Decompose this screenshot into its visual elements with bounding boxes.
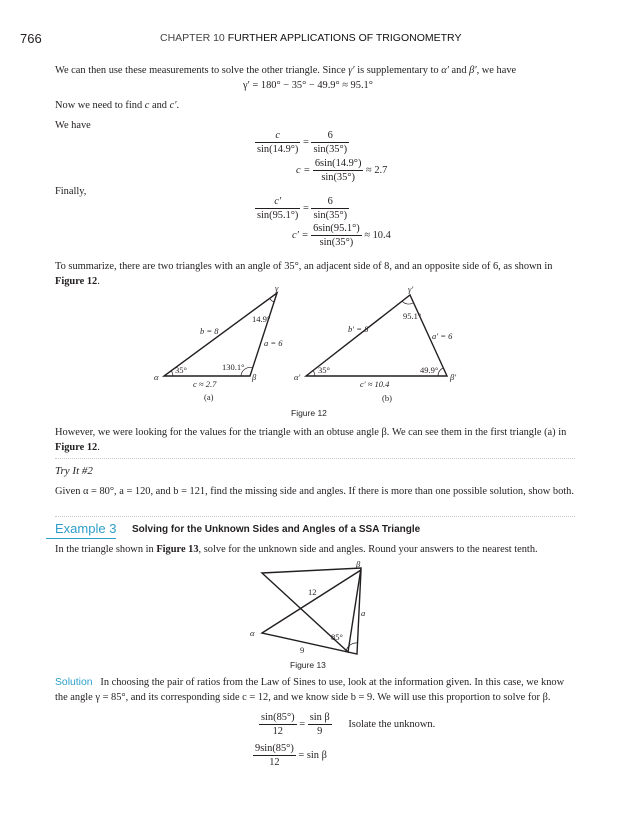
vertex-beta-prime: β′ xyxy=(450,372,457,382)
text: However, we were looking for the values for the triangle with an obtuse angle β. We can see them in the first triangle xyxy=(55,427,542,438)
chapter-label: CHAPTER 10 xyxy=(160,32,225,44)
fraction xyxy=(311,195,349,222)
triangle-a xyxy=(154,283,283,402)
figure-ref: Figure 13 xyxy=(156,544,199,555)
figure-ref: Figure 12 xyxy=(55,276,98,287)
vertex-alpha-prime: α′ xyxy=(294,372,301,382)
however-paragraph xyxy=(55,425,575,455)
rhs: = sin β xyxy=(298,749,327,761)
fraction xyxy=(259,711,297,738)
divider xyxy=(55,458,575,459)
angle-beta-prime-label: 49.9° xyxy=(420,365,439,375)
numerator: sin(85°) xyxy=(261,712,295,723)
text: Now we need to find xyxy=(55,100,143,111)
approx-value: ≈ 2.7 xyxy=(366,164,388,176)
equation-c-ratio xyxy=(255,129,349,156)
beta-prime: β′ xyxy=(469,65,477,76)
vertex-alpha: α xyxy=(154,372,159,382)
text: Given α = 80°, a = 120, and b = 121, find the missing side and angles. If there is more than one possible solution, xyxy=(55,486,526,497)
denominator: sin(35°) xyxy=(313,210,348,221)
equation-c-prime-ratio xyxy=(255,195,349,222)
text: . xyxy=(97,442,100,453)
fraction xyxy=(255,195,300,222)
denominator: 9 xyxy=(317,726,323,737)
denominator: sin(35°) xyxy=(313,144,348,155)
approx-value: ≈ 10.4 xyxy=(364,229,391,241)
figure-ref: Figure 12 xyxy=(55,442,98,453)
text: In choosing the pair of ratios from the Law of Sines to use, look at the information given. In this case, we xyxy=(100,677,539,688)
example-title: Solving for the Unknown Sides and Angles of a SSA Triangle xyxy=(132,524,421,535)
angle-beta-label: 130.1° xyxy=(222,362,245,372)
divider xyxy=(55,516,575,517)
label-a: (a) xyxy=(204,392,214,402)
side-b-prime-label: b′ = 8 xyxy=(348,324,369,334)
solution-label: Solution xyxy=(55,677,93,688)
angle-alpha-label: 35° xyxy=(175,365,187,375)
try-it-title: Try It #2 xyxy=(55,465,93,477)
numerator: c′ xyxy=(255,195,300,209)
angle-gamma-label: 14.9° xyxy=(252,314,271,324)
numerator: c xyxy=(255,129,300,143)
equals: = xyxy=(303,136,309,148)
numerator: 9sin(85°) xyxy=(255,743,294,754)
equation-sine-ratio xyxy=(259,711,435,738)
side-9-label: 9 xyxy=(300,645,305,655)
fraction xyxy=(313,157,364,184)
alpha-prime: α′ xyxy=(441,65,449,76)
finally-text: Finally, xyxy=(55,186,87,197)
side-c-prime-label: c′ ≈ 10.4 xyxy=(360,379,390,389)
vertex-gamma-prime: γ′ xyxy=(408,284,414,294)
text: and xyxy=(152,100,168,111)
denominator: 12 xyxy=(272,726,283,737)
denominator: sin(35°) xyxy=(321,172,355,183)
equation-sine-beta xyxy=(253,742,327,769)
gamma-prime-equation: γ′ = 180° − 35° − 49.9° ≈ 95.1° xyxy=(243,80,373,91)
example-underline xyxy=(46,538,116,539)
text: To summarize, there are two triangles with an angle of 35°, an adjacent side of 8, and an opposite side of 6, as shown xyxy=(55,261,542,272)
vertex-beta: β xyxy=(252,372,257,382)
angle-alpha-prime-label: 35° xyxy=(318,365,330,375)
numerator: 6sin(95.1°) xyxy=(313,223,360,234)
numerator: 6 xyxy=(311,195,349,209)
fraction xyxy=(253,742,296,769)
denominator: sin(95.1°) xyxy=(257,210,299,221)
numerator: sin β xyxy=(309,712,330,723)
vertex-beta: β xyxy=(356,559,361,569)
chapter-title: FURTHER APPLICATIONS OF TRIGONOMETRY xyxy=(227,32,462,44)
denominator: sin(14.9°) xyxy=(257,144,299,155)
side-12-label: 12 xyxy=(308,587,317,597)
text: , solve for the unknown side and angles. Round your answers to the nearest tenth. xyxy=(198,544,538,555)
we-have-text: We have xyxy=(55,120,91,131)
fraction xyxy=(311,129,349,156)
var-c: c xyxy=(144,100,150,111)
text: show both. xyxy=(528,486,574,497)
side-a-label: a = 6 xyxy=(264,338,283,348)
intro-paragraph xyxy=(55,63,575,78)
fraction xyxy=(308,711,332,738)
figure-13-caption: Figure 13 xyxy=(290,660,326,670)
fraction xyxy=(255,129,300,156)
text: know the angle γ = 85°, and its corresponding side c = 12, and we know side b = 9. We will use this proportion to solve xyxy=(55,677,565,703)
vertex-gamma: γ xyxy=(275,283,279,293)
intro-text: We can then use these measurements to solve the other triangle. Since xyxy=(55,65,346,76)
figure-12-caption: Figure 12 xyxy=(291,408,327,418)
figure-13-diagram xyxy=(240,556,390,656)
equation-note: Isolate the unknown. xyxy=(348,718,436,730)
lhs: c = xyxy=(296,164,311,176)
text: (a) in xyxy=(544,427,567,438)
gamma-prime: γ′ xyxy=(348,65,355,76)
try-it-paragraph xyxy=(55,484,575,499)
equals: = xyxy=(303,202,309,214)
triangle-b xyxy=(294,284,456,403)
angle-gamma-prime-label: 95.1° xyxy=(403,311,422,321)
intro-text: is supplementary to xyxy=(357,65,439,76)
text: In the triangle shown in xyxy=(55,544,154,555)
fraction xyxy=(311,222,362,249)
page-number: 766 xyxy=(20,31,42,46)
figure-12-diagram xyxy=(140,282,480,407)
running-header xyxy=(160,32,461,44)
text: in xyxy=(544,261,553,272)
lhs: c′ = xyxy=(292,229,309,241)
example-paragraph xyxy=(55,542,575,557)
denominator: sin(35°) xyxy=(319,237,354,248)
side-c-label: c ≈ 2.7 xyxy=(193,379,217,389)
text: . xyxy=(176,100,180,111)
vertex-alpha: α xyxy=(250,628,255,638)
angle-gamma-label: 85° xyxy=(331,632,343,642)
side-a-label: a xyxy=(361,608,366,618)
intro-text: and xyxy=(451,65,467,76)
equation-c-prime-solve xyxy=(292,222,391,249)
text: . xyxy=(97,276,100,287)
equals: = xyxy=(299,718,306,730)
intro-text: , we have xyxy=(476,65,517,76)
var-c-prime: c′ xyxy=(169,100,177,111)
numerator: 6 xyxy=(311,129,349,143)
denominator: 12 xyxy=(269,757,280,768)
find-c-paragraph xyxy=(55,98,575,113)
numerator: 6sin(14.9°) xyxy=(314,158,362,169)
side-a-prime-label: a′ = 6 xyxy=(432,331,453,341)
solution-paragraph xyxy=(55,675,575,705)
label-b: (b) xyxy=(382,393,392,403)
example-label: Example 3 xyxy=(55,521,117,536)
side-b-label: b = 8 xyxy=(200,326,219,336)
equation-c-solve xyxy=(296,157,387,184)
text: for β. xyxy=(527,692,551,703)
